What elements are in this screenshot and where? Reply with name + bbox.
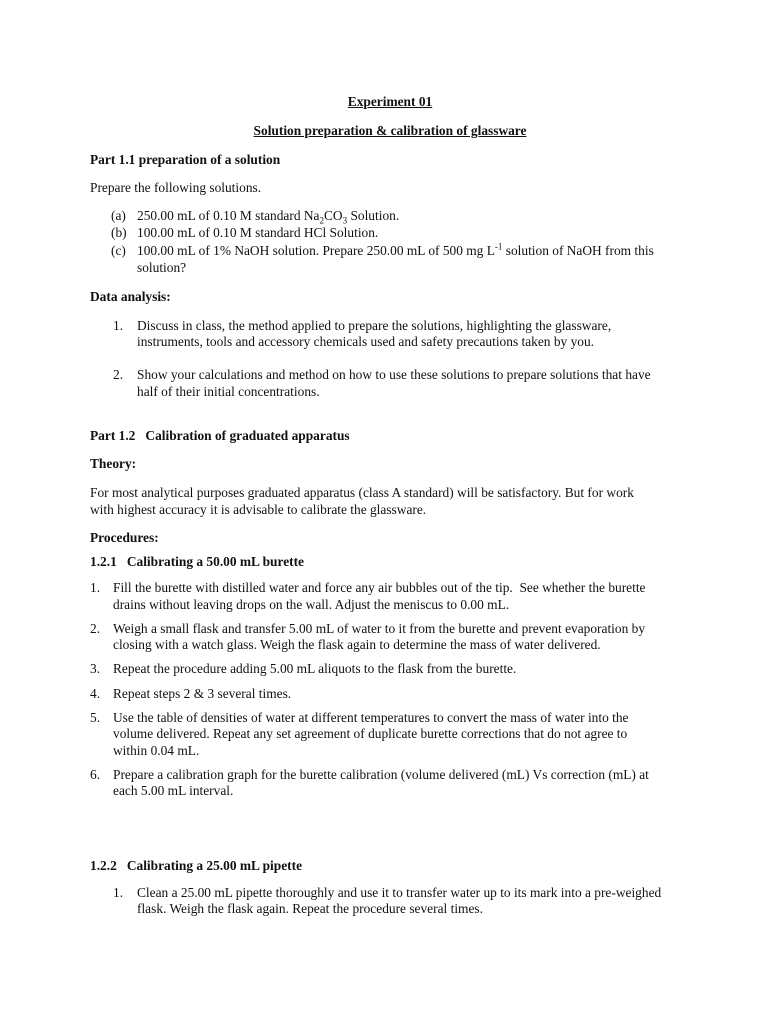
step-text-cont: closing with a watch glass. Weigh the flask again to determine the mass of water delivered. (113, 637, 601, 652)
burette-heading: 1.2.1 Calibrating a 50.00 mL burette (90, 554, 305, 569)
theory-text-cont: with highest accuracy it is advisable to calibrate the glassware. (90, 502, 427, 517)
theory-text: For most analytical purposes graduated apparatus (class A standard) will be satisfactory. But for work (90, 485, 634, 500)
solution-item-text: 100.00 mL of 0.10 M standard HCl Solution. (137, 225, 379, 240)
analysis-item-number: 1. (113, 318, 124, 333)
step-text: Clean a 25.00 mL pipette thoroughly and use it to transfer water up to its mark into a pre-weighed (137, 885, 662, 900)
analysis-item-text-cont: instruments, tools and accessory chemicals used and safety precautions taken by you. (137, 334, 595, 349)
procedures-heading: Procedures: (90, 530, 159, 545)
solution-item-label: (b) (111, 225, 127, 240)
step-number: 6. (90, 767, 101, 782)
theory-heading: Theory: (90, 456, 137, 471)
step-number: 3. (90, 661, 101, 676)
part-1-2-heading: Part 1.2 Calibration of graduated apparatus (90, 428, 350, 443)
analysis-item-number: 2. (113, 367, 124, 382)
step-text-cont: flask. Weigh the flask again. Repeat the procedure several times. (137, 901, 483, 916)
step-number: 5. (90, 710, 101, 725)
step-text-cont: each 5.00 mL interval. (113, 783, 234, 798)
analysis-item-text: Discuss in class, the method applied to prepare the solutions, highlighting the glassware, (137, 318, 612, 333)
data-analysis-heading: Data analysis: (90, 289, 171, 304)
step-text: Weigh a small flask and transfer 5.00 mL of water to it from the burette and prevent evaporation by (113, 621, 646, 636)
step-number: 4. (90, 686, 101, 701)
solution-item-label: (a) (111, 208, 126, 223)
step-text: Fill the burette with distilled water and force any air bubbles out of the tip. See whether the burette (113, 580, 646, 595)
step-text-cont: within 0.04 mL. (113, 743, 200, 758)
analysis-item-text: Show your calculations and method on how to use these solutions to prepare solutions that have (137, 367, 651, 382)
step-text-cont: volume delivered. Repeat any set agreement of duplicate burette corrections that do not agree to (113, 726, 628, 741)
solution-item-text: 100.00 mL of 1% NaOH solution. Prepare 250.00 mL of 500 mg $L^{-1}$ solution of NaOH from this (137, 241, 654, 258)
step-number: 1. (113, 885, 124, 900)
solution-item-text: 250.00 mL of 0.10 M standard $Na_2CO_3$ Solution. (137, 208, 400, 226)
step-text: Repeat steps 2 & 3 several times. (113, 686, 292, 701)
step-text-cont: drains without leaving drops on the wall. Adjust the meniscus to 0.00 mL. (113, 597, 510, 612)
solution-item-text-cont: solution? (137, 260, 187, 275)
part-1-1-heading: Part 1.1 preparation of a solution (90, 152, 281, 167)
experiment-subtitle: Solution preparation & calibration of glassware (253, 123, 527, 138)
analysis-item-text-cont: half of their initial concentrations. (137, 384, 320, 399)
step-number: 1. (90, 580, 101, 595)
step-text: Repeat the procedure adding 5.00 mL aliquots to the flask from the burette. (113, 661, 517, 676)
step-number: 2. (90, 621, 101, 636)
step-text: Use the table of densities of water at different temperatures to convert the mass of water into the (113, 710, 629, 725)
step-text: Prepare a calibration graph for the burette calibration (volume delivered (mL) Vs correction (mL) at (113, 767, 649, 782)
experiment-title: Experiment 01 (347, 94, 433, 109)
part-1-1-intro: Prepare the following solutions. (90, 180, 262, 195)
pipette-heading: 1.2.2 Calibrating a 25.00 mL pipette (90, 858, 303, 873)
solution-item-label: (c) (111, 243, 126, 258)
